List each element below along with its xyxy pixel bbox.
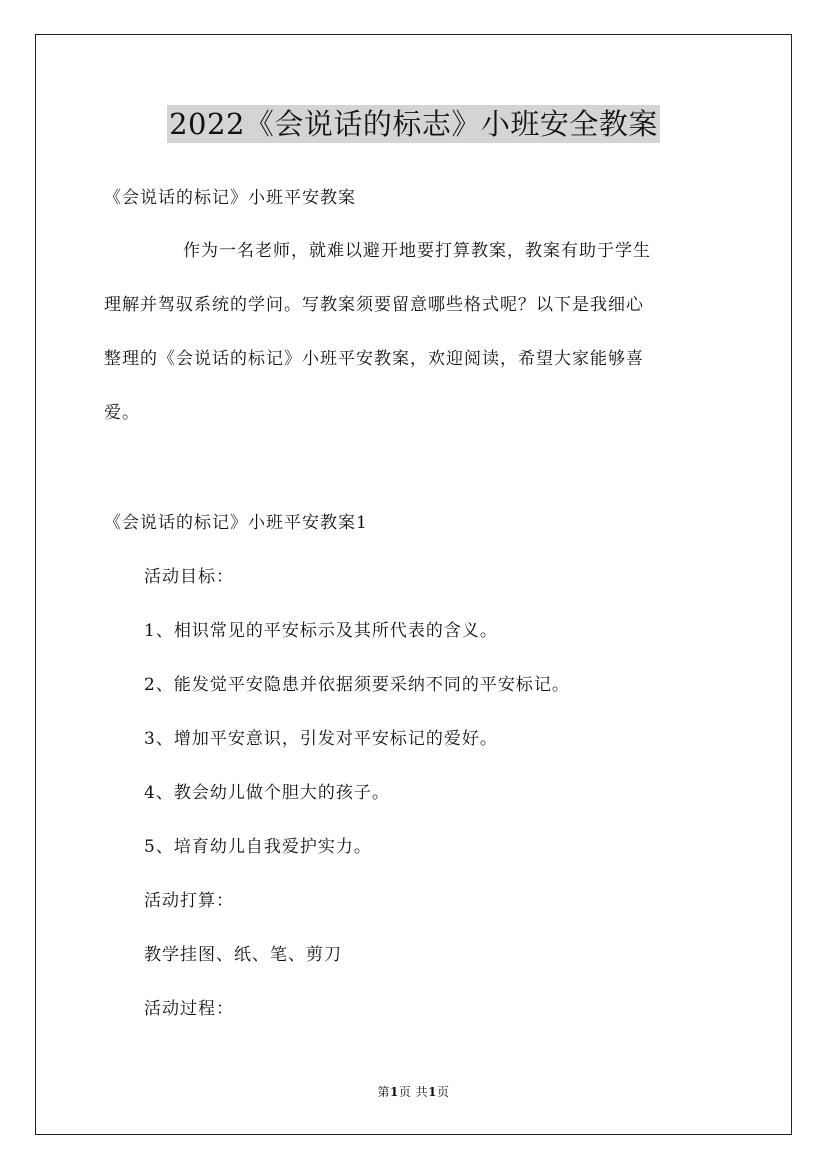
- body-line: 5、培育幼儿自我爱护实力。: [144, 837, 372, 857]
- body-line: 教学挂图、纸、笔、剪刀: [144, 945, 342, 965]
- footer-page-number: 1: [389, 1085, 399, 1099]
- body-line: 活动过程：: [144, 999, 234, 1019]
- body-line: 4、教会幼儿做个胆大的孩子。: [144, 783, 390, 803]
- intro-line: 理解并驾驭系统的学问。写教案须要留意哪些格式呢？以下是我细心: [104, 295, 644, 315]
- footer-prefix: 第: [377, 1085, 390, 1099]
- footer-mid: 页 共: [398, 1085, 429, 1099]
- body-line: 活动目标：: [144, 567, 234, 587]
- title-text: 2022《会说话的标志》小班安全教案: [169, 107, 658, 141]
- section-heading: 《会说话的标记》小班平安教案1: [104, 513, 368, 533]
- intro-line: 整理的《会说话的标记》小班平安教案，欢迎阅读，希望大家能够喜: [104, 349, 644, 369]
- body-line: 3、增加平安意识，引发对平安标记的爱好。: [144, 729, 498, 749]
- intro-line: 爱。: [104, 403, 140, 423]
- body-line: 活动打算：: [144, 891, 234, 911]
- intro-line: 作为一名老师，就难以避开地要打算教案，教案有助于学生: [183, 241, 651, 261]
- footer-total-pages: 1: [428, 1085, 438, 1099]
- body-line: 1、相识常见的平安标示及其所代表的含义。: [144, 621, 498, 641]
- page-footer: [0, 1083, 827, 1100]
- body-line: 2、能发觉平安隐患并依据须要采纳不同的平安标记。: [144, 675, 570, 695]
- footer-suffix: 页: [437, 1085, 450, 1099]
- subtitle: 《会说话的标记》小班平安教案: [104, 188, 356, 208]
- document-title: [0, 102, 827, 143]
